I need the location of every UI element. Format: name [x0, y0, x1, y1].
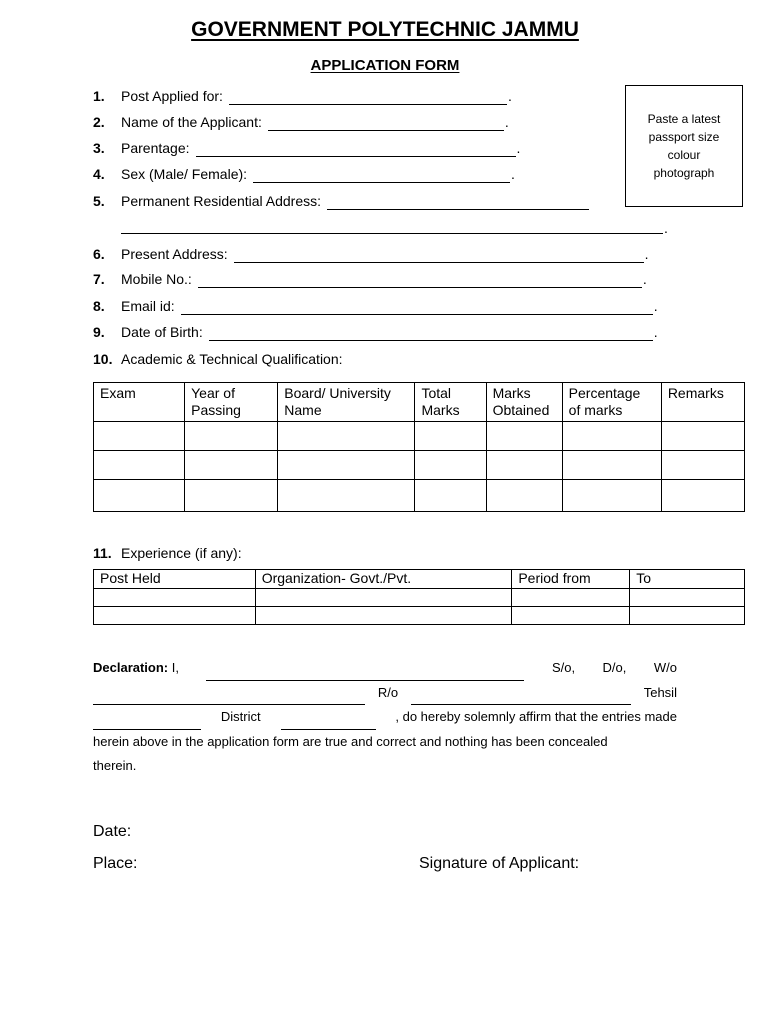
- field-dob: 9. Date of Birth: .: [93, 324, 658, 340]
- declarant-name-line[interactable]: [206, 666, 524, 681]
- table-header-row: [94, 570, 745, 589]
- declaration-ro: R/o: [377, 684, 399, 700]
- field-number: 10.: [93, 351, 113, 367]
- header-organization: Organization- Govt./Pvt.: [255, 570, 512, 589]
- photo-box: [625, 85, 743, 207]
- table-cell[interactable]: [94, 589, 256, 607]
- declaration-district: District: [220, 709, 261, 724]
- field-number: 5.: [93, 193, 105, 209]
- header-total-marks: Total Marks: [415, 383, 486, 422]
- table-row: [94, 451, 745, 480]
- field-post-applied: 1. Post Applied for: .: [93, 88, 512, 104]
- signature-label: Signature of Applicant:: [419, 855, 580, 872]
- field-label: Academic & Technical Qualification:: [121, 351, 343, 367]
- table-cell[interactable]: [661, 451, 744, 480]
- header-post-held: Post Held: [94, 570, 256, 589]
- table-cell[interactable]: [278, 480, 415, 512]
- declaration-affirm: , do hereby solemnly affirm that the entries made: [395, 709, 677, 724]
- table-cell[interactable]: [630, 607, 745, 625]
- field-experience: [93, 544, 242, 562]
- declaration-line-3: [93, 705, 677, 730]
- table-cell[interactable]: [512, 589, 630, 607]
- table-cell[interactable]: [512, 607, 630, 625]
- declaration-wo: W/o: [653, 660, 677, 675]
- present-address-line[interactable]: [234, 249, 644, 263]
- declaration-line-2: [93, 681, 677, 706]
- field-label: Post Applied for:: [121, 88, 223, 104]
- field-applicant-name: 2. Name of the Applicant: .: [93, 114, 509, 130]
- table-cell[interactable]: [562, 451, 661, 480]
- table-cell[interactable]: [415, 451, 486, 480]
- header-year-of-passing: Year of Passing: [185, 383, 278, 422]
- field-mobile: 7. Mobile No.: .: [93, 271, 647, 287]
- declaration-so: S/o,: [551, 660, 576, 675]
- header-marks-obtained: Marks Obtained: [486, 383, 562, 422]
- field-label: Mobile No.:: [121, 271, 192, 287]
- field-sex: 4. Sex (Male/ Female): .: [93, 166, 515, 182]
- declaration: [93, 656, 677, 779]
- table-cell[interactable]: [185, 451, 278, 480]
- field-email: 8. Email id: .: [93, 298, 658, 314]
- parentage-line[interactable]: [196, 143, 516, 157]
- header-board-university: Board/ University Name: [278, 383, 415, 422]
- dob-line[interactable]: [209, 327, 653, 341]
- table-cell[interactable]: [255, 607, 512, 625]
- photo-instruction: Paste a latest passport size colour photograph: [647, 112, 721, 180]
- table-cell[interactable]: [185, 480, 278, 512]
- header-percentage: Percentage of marks: [562, 383, 661, 422]
- header-remarks: Remarks: [661, 383, 744, 422]
- field-label: Present Address:: [121, 246, 228, 262]
- parent-name-line[interactable]: [93, 690, 365, 705]
- table-cell[interactable]: [486, 451, 562, 480]
- field-label: Date of Birth:: [121, 324, 203, 340]
- header-to: To: [630, 570, 745, 589]
- field-number: 7.: [93, 271, 105, 287]
- declaration-tehsil: Tehsil: [643, 684, 677, 700]
- table-cell[interactable]: [94, 480, 185, 512]
- field-label: Permanent Residential Address:: [121, 193, 321, 209]
- table-header-row: [94, 383, 745, 422]
- table-cell[interactable]: [415, 480, 486, 512]
- post-applied-line[interactable]: [229, 91, 507, 105]
- field-number: 6.: [93, 246, 105, 262]
- residence-line[interactable]: [411, 690, 631, 705]
- table-cell[interactable]: [661, 480, 744, 512]
- form-subtitle: APPLICATION FORM: [310, 57, 460, 74]
- sex-line[interactable]: [253, 169, 510, 183]
- declaration-do: D/o,: [602, 660, 627, 675]
- declaration-text: therein.: [93, 758, 137, 773]
- table-cell[interactable]: [185, 422, 278, 451]
- field-number: 11.: [93, 545, 112, 561]
- header-exam: Exam: [94, 383, 185, 422]
- tehsil-line[interactable]: [93, 715, 201, 730]
- table-cell[interactable]: [94, 451, 185, 480]
- field-parentage: 3. Parentage: .: [93, 140, 521, 156]
- email-line[interactable]: [181, 301, 653, 315]
- field-number: 4.: [93, 166, 105, 182]
- field-present-address: 6. Present Address: .: [93, 246, 649, 262]
- table-row: [94, 480, 745, 512]
- field-label: Sex (Male/ Female):: [121, 166, 248, 182]
- table-cell[interactable]: [94, 422, 185, 451]
- table-cell[interactable]: [94, 607, 256, 625]
- table-cell[interactable]: [415, 422, 486, 451]
- table-cell[interactable]: [278, 451, 415, 480]
- header-period-from: Period from: [512, 570, 630, 589]
- declaration-heading: Declaration:: [93, 660, 169, 675]
- permanent-address-line[interactable]: [327, 196, 589, 210]
- district-line[interactable]: [281, 715, 376, 730]
- table-cell[interactable]: [661, 422, 744, 451]
- table-row: [94, 422, 745, 451]
- table-cell[interactable]: [255, 589, 512, 607]
- declaration-text: herein above in the application form are true and correct and nothing has been concealed: [93, 733, 608, 749]
- form-title: GOVERNMENT POLYTECHNIC JAMMU: [191, 18, 579, 41]
- place-label: Place:: [93, 855, 138, 872]
- table-cell[interactable]: [486, 480, 562, 512]
- declaration-line-5: [93, 754, 677, 779]
- field-label: Parentage:: [121, 140, 190, 156]
- field-number: 3.: [93, 140, 105, 156]
- declaration-line-1: [93, 656, 677, 681]
- line-end-dot: .: [664, 220, 668, 236]
- field-number: 1.: [93, 88, 105, 104]
- table-row: [94, 607, 745, 625]
- field-qualification: [93, 350, 343, 368]
- experience-table: [93, 569, 745, 625]
- table-row: [94, 589, 745, 607]
- qualification-table: [93, 382, 745, 512]
- table-cell[interactable]: [630, 589, 745, 607]
- date-label: Date:: [93, 823, 132, 840]
- table-cell[interactable]: [562, 480, 661, 512]
- table-cell[interactable]: [486, 422, 562, 451]
- field-number: 9.: [93, 324, 105, 340]
- declaration-i: I,: [171, 660, 179, 675]
- field-label: Email id:: [121, 298, 175, 314]
- table-cell[interactable]: [278, 422, 415, 451]
- field-label: Name of the Applicant:: [121, 114, 262, 130]
- mobile-line[interactable]: [198, 274, 642, 288]
- table-cell[interactable]: [562, 422, 661, 451]
- field-permanent-address: [93, 192, 589, 210]
- declaration-line-4: [93, 730, 677, 755]
- applicant-name-line[interactable]: [268, 117, 504, 131]
- field-label: Experience (if any):: [121, 545, 242, 561]
- field-number: 8.: [93, 298, 105, 314]
- permanent-address-line-2[interactable]: [121, 232, 663, 234]
- field-number: 2.: [93, 114, 105, 130]
